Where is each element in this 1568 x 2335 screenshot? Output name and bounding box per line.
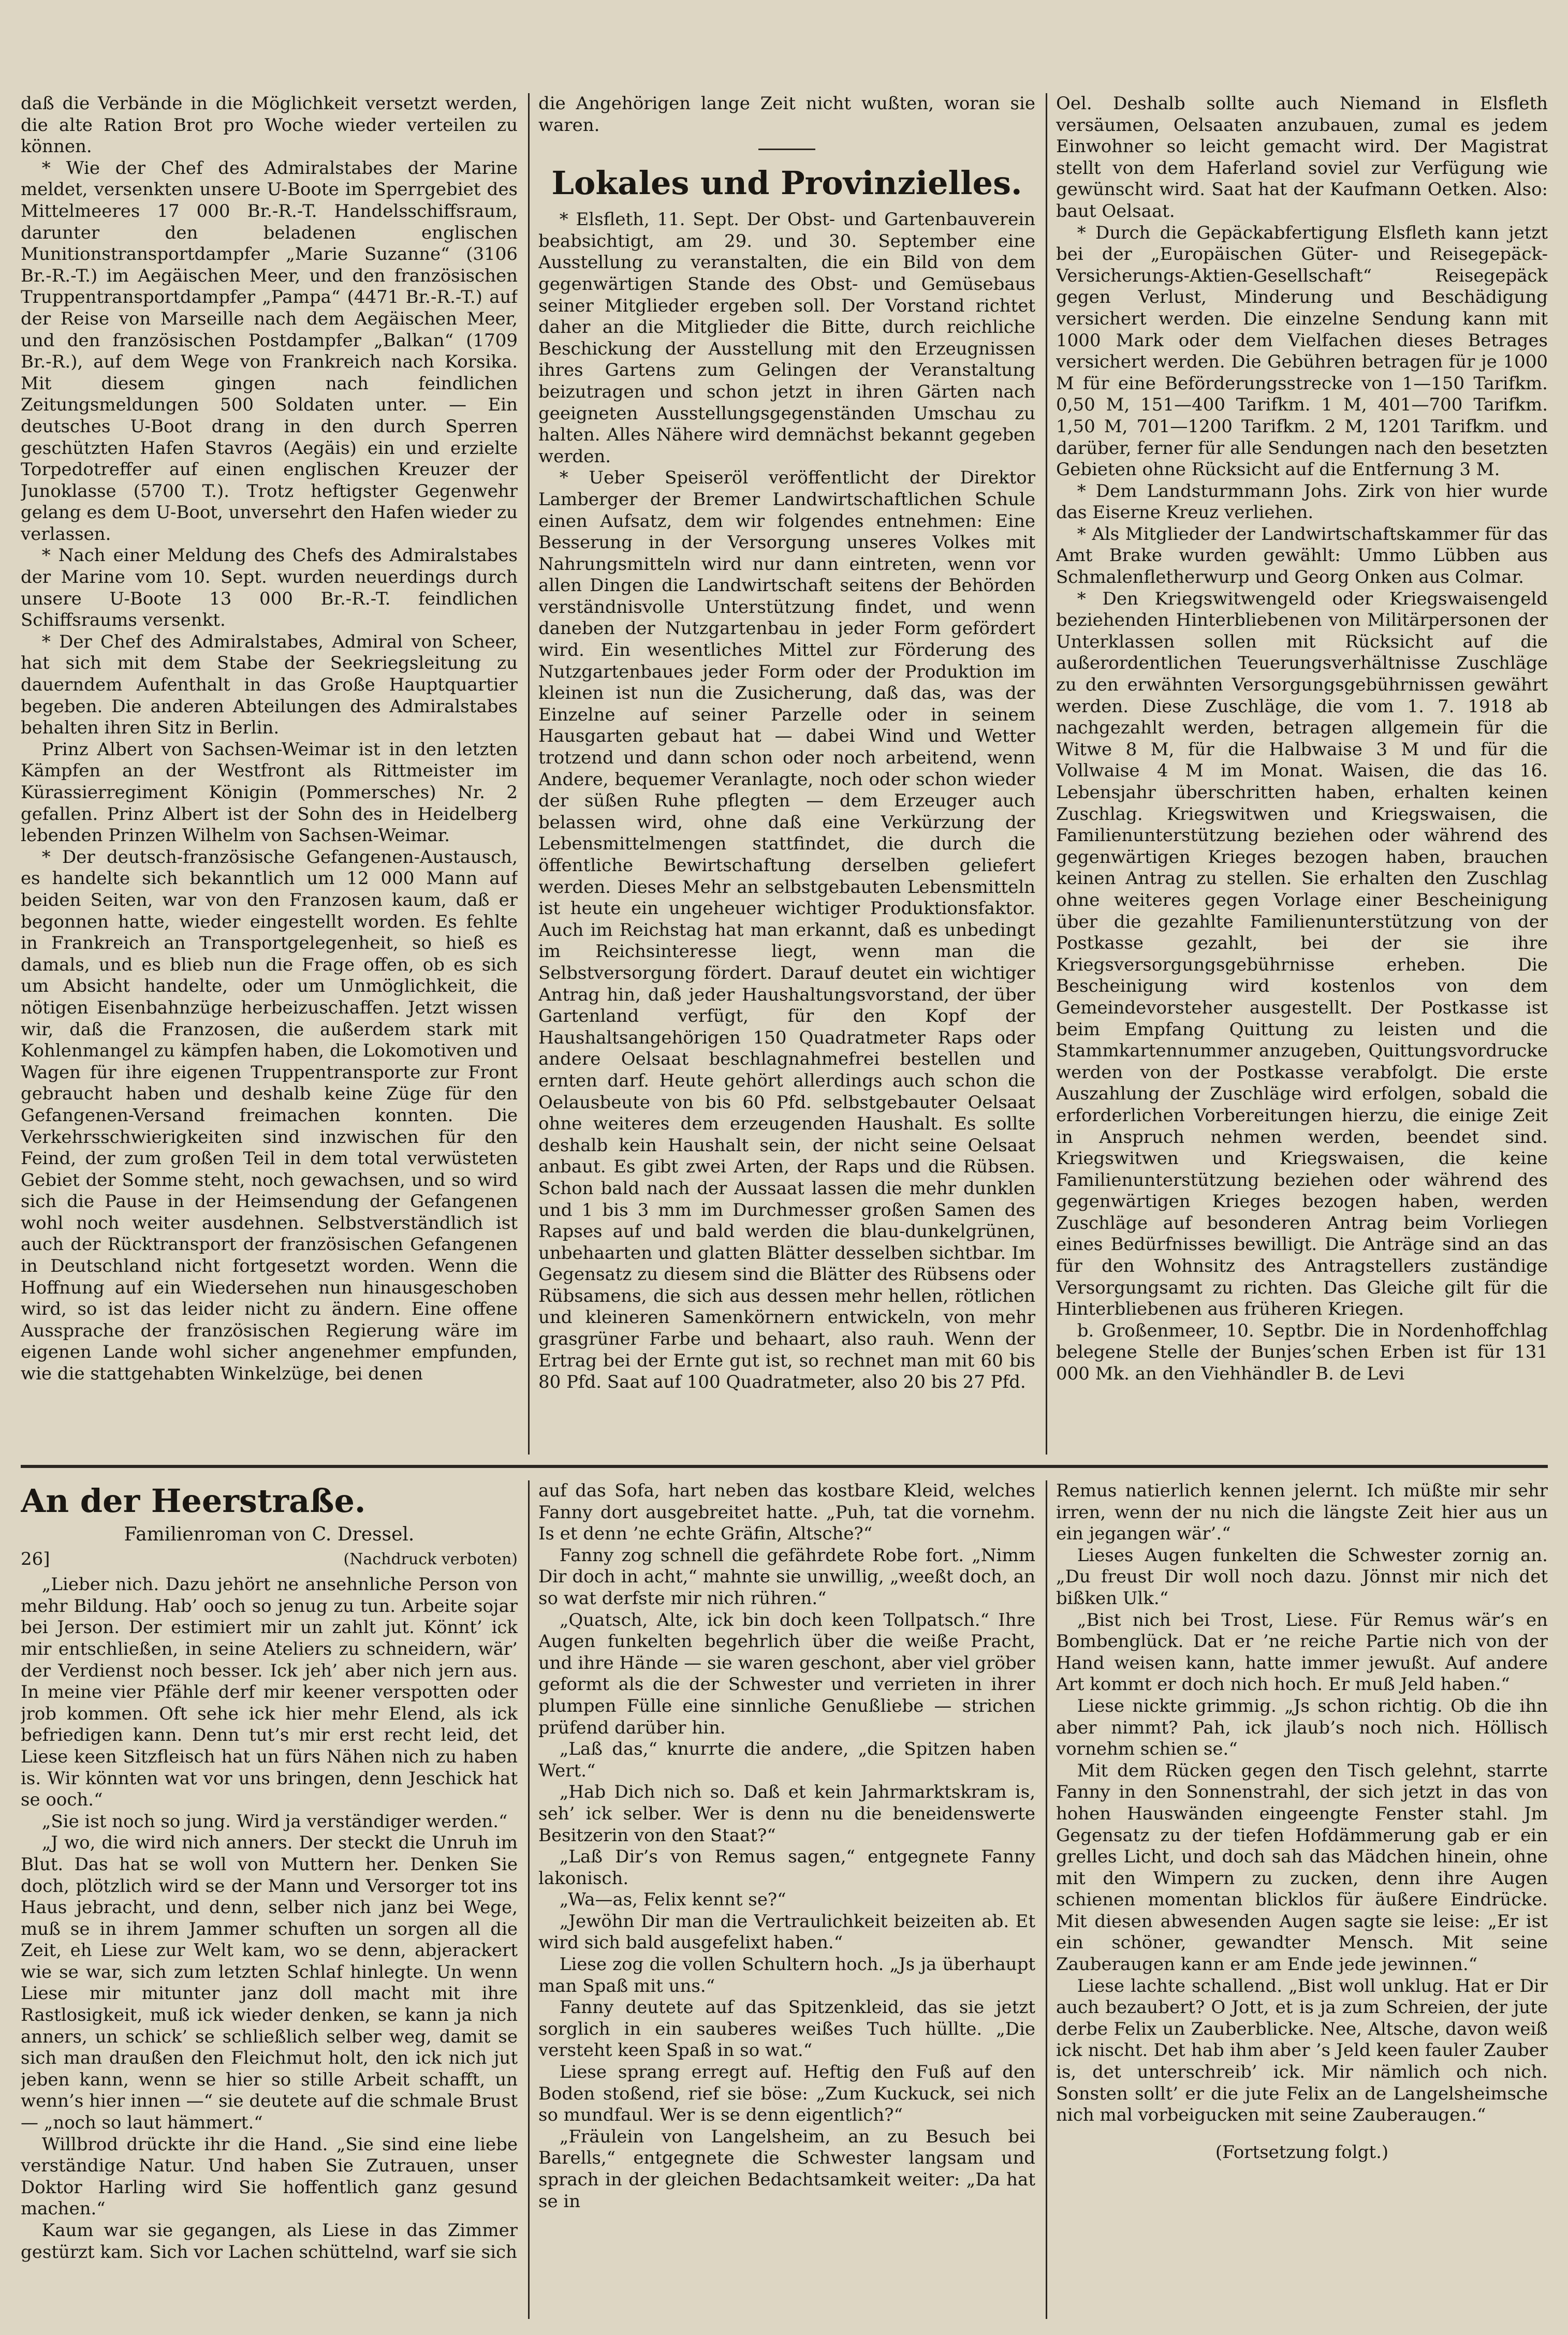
story-paragraph: „Wa—as, Felix kennt se?“ — [559, 1889, 786, 1911]
story-paragraph: „Laß das,“ knurrte die andere, „die Spitzen haben Wert.“ — [538, 1739, 1035, 1781]
story-paragraph: Fanny zog schnell die gefährdete Robe fort. „Nimm Dir doch in acht,“ mahnte sie unwillig, „weeßt doch, an so wat derfste mir nich rühren.“ — [538, 1545, 1035, 1609]
news-column-3 — [1056, 93, 1548, 1455]
news-paragraph: Prinz Albert von Sachsen-Weimar ist in den letzten Kämpfen an der Westfront als Rittmeister im Kürassierregiment Königin (Pommersches) Nr. 2 gefallen. Prinz Albert ist der Sohn des in Heidelberg lebenden Prinzen Wilhelm von Sachsen-Weimar. — [21, 739, 518, 846]
news-paragraph: die Angehörigen lange Zeit nicht wußten, woran sie waren. — [538, 93, 1035, 136]
continuation-note: (Fortsetzung folgt.) — [1215, 2141, 1389, 2163]
news-paragraph: * Wie der Chef des Admiralstabes der Marine meldet, versenkten unsere U-Boote im Sperrgebiet des Mittelmeeres 17 000 Br.-R.-T. Handelsschiffsraum, darunter den beladenen englischen Munitionstransportdampfer „Marie Suzanne“ (3106 Br.-R.-T.) im Aegäischen Meer, und den französischen Truppentransportdampfer „Pampa“ (4471 Br.-R.-T.) auf der Reise von Marseille nach dem Aegäischen Meer, und den französischen Postdampfer „Balkan“ (1709 Br.-R.), auf dem Wege von Frankreich nach Korsika. Mit diesem gingen nach feindlichen Zeitungsmeldungen 500 Soldaten unter. — Ein deutsches U-Boot drang in den durch Sperren geschützten Hafen Stavros (Aegäis) ein und erzielte Torpedotreffer auf einen englischen Kreuzer der Junoklasse (5700 T.). Trotz heftigster Gegenwehr gelang es dem U-Boot, unversehrt den Hafen wieder zu verlassen. — [21, 157, 518, 545]
story-paragraph: „Bist nich bei Trost, Liese. Für Remus wär’s en Bombenglück. Dat er ’ne reiche Partie nich von der Hand weisen kann, hatte immer jewußt. Auf andere Art kommt er doch nich hoch. Er muß Jeld haben.“ — [1056, 1609, 1548, 1695]
news-paragraph: b. Großenmeer, 10. Septbr. Die in Nordenhoffchlag belegene Stelle der Bunjes’schen Erben ist für 131 000 Mk. an den Viehhändler B. de Levi — [1056, 1320, 1548, 1385]
column-divider — [528, 93, 530, 1455]
story-paragraph: „Jewöhn Dir man die Vertraulichkeit beizeiten ab. Et wird sich bald ausgefelixt haben.“ — [538, 1911, 1035, 1954]
news-paragraph: * Ueber Speiseröl veröffentlicht der Direktor Lamberger der Bremer Landwirtschaftlichen Schule einen Aufsatz, dem wir folgendes entnehmen: Eine Besserung in der Versorgung unseres Volkes mit Nahrungsmitteln wird nur dann eintreten, wenn vor allen Dingen die Landwirtschaft seitens der Behörden verständnisvolle Unterstützung findet, und wenn daneben der Nutzgartenbau in jeder Form gefördert wird. Ein wesentliches Mittel zur Förderung des Nutzgartenbaues jeder Form oder der Produktion im kleinen ist nun die Zusicherung, daß das, was der Einzelne auf seiner Parzelle oder in seinem Hausgarten gebaut hat — dabei Wind und Wetter trotzend und dann schon oder noch arbeitend, wenn Andere, bequemer Veranlagte, noch oder schon wieder der süßen Ruhe pflegten — dem Erzeuger auch belassen wird, ohne daß eine Verkürzung der Lebensmittelmengen stattfindet, die durch die öffentliche Bewirtschaftung derselben geliefert werden. Dieses Mehr an selbstgebauten Lebensmitteln ist heute ein ungeheuer wichtiger Produktionsfaktor. Auch im Reichstag hat man erkannt, daß es unbedingt im Reichsinteresse liegt, wenn man die Selbstversorgung fördert. Darauf deutet ein wichtiger Antrag hin, daß jeder Haushaltungsvorstand, der über Gartenland verfügt, für den Kopf der Haushaltsangehörigen 150 Quadratmeter Raps oder andere Oelsaat beschlagnahmefrei bestellen und ernten darf. Heute gehört allerdings auch schon die Oelausbeute von bis 60 Pfd. selbstgebauter Oelsaat ohne weiteres dem erzeugenden Haushalt. Es sollte deshalb kein Haushalt sein, der nicht seine Oelsaat anbaut. Es gibt zwei Arten, der Raps und die Rübsen. Schon bald nach der Aussaat lassen die mehr dunklen und 1 bis 3 mm im Durchmesser großen Samen des Rapses auf und bald werden die blau-dunkelgrünen, unbehaarten und glatten Blätter desselben sichtbar. Im Gegensatz zu diesem sind die Blätter des Rübsens oder Rübsamens, die sich aus dessen mehr hellen, rötlichen und kleineren Samenkörnern entwickeln, von mehr grasgrüner Farbe und behaart, also rauh. Wenn der Ertrag bei der Ernte gut ist, so rechnet man mit 60 bis 80 Pfd. Saat auf 100 Quadratmeter, also 20 bis 27 Pfd. — [538, 467, 1035, 1393]
story-paragraph: Mit dem Rücken gegen den Tisch gelehnt, starrte Fanny in den Sonnenstrahl, der sich jetzt in das von hohen Hauswänden eingeengte Fenster stahl. Jm Gegensatz zu der tiefen Hofdämmerung gab er ein grelles Licht, und doch sah das Mädchen hinein, ohne mit den Wimpern zu zucken, denn ihre Augen schienen momentan blicklos für äußere Eindrücke. Mit diesen abwesenden Augen sagte sie leise: „Er ist ein schöner, gewandter Mensch. Mit seine Zauberaugen kann er am Ende jede jewinnen.“ — [1056, 1760, 1548, 1975]
column-divider — [1046, 1480, 1047, 2319]
news-paragraph: Oel. Deshalb sollte auch Niemand in Elsfleth versäumen, Oelsaaten anzubauen, zumal es jedem Einwohner so leicht gemacht wird. Der Magistrat stellt von dem Haferland soviel zur Verfügung wie gewünscht wird. Saat hat der Kaufmann Oetken. Also: baut Oelsaat. — [1056, 93, 1548, 222]
feuilleton-column-3 — [1056, 1480, 1548, 2319]
feuilleton-separator — [21, 1465, 1548, 1468]
story-paragraph: „Fräulein von Langelsheim, an zu Besuch bei Barells,“ entgegnete die Schwester langsam und sprach in der gleichen Bedachtsamkeit weiter: „Da hat se in — [538, 2126, 1035, 2212]
story-paragraph: Lieses Augen funkelten die Schwester zornig an. „Du freust Dir woll noch dazu. Jönnst mir nich det bißken Ulk.“ — [1056, 1545, 1548, 1609]
news-column-1 — [21, 93, 518, 1455]
story-paragraph: Liese zog die vollen Schultern hoch. „Js ja überhaupt man Spaß mit uns.“ — [538, 1954, 1035, 1996]
news-paragraph: * Dem Landsturmmann Johs. Zirk von hier wurde das Eiserne Kreuz verliehen. — [1056, 480, 1548, 523]
news-paragraph: * Durch die Gepäckabfertigung Elsfleth kann jetzt bei der „Europäischen Güter- und Reisegepäck-Versicherungs-Aktien-Gesellschaft“ Reisegepäck gegen Verlust, Minderung und Beschädigung versichert werden. Die einzelne Sendung kann mit 1000 Mark oder dem Vielfachen dieses Betrages versichert werden. Die Gebühren betragen für je 1000 M für eine Beförderungsstrecke von 1—150 Tarifkm. 0,50 M, 151—400 Tarifkm. 1 M, 401—700 Tarifkm. 1,50 M, 701—1200 Tarifkm. 2 M, 1201 Tarifkm. und darüber, ferner für alle Sendungen nach den besetzten Gebieten ohne Rücksicht auf die Entfernung 3 M. — [1056, 222, 1548, 480]
story-paragraph: „Laß Dir’s von Remus sagen,“ entgegnete Fanny lakonisch. — [538, 1846, 1035, 1889]
story-paragraph: „Hab Dich nich so. Daß et kein Jahrmarktskram is, seh’ ick selber. Wer is denn nu die beneidenswerte Besitzerin von den Staat?“ — [538, 1782, 1035, 1846]
news-paragraph: daß die Verbände in die Möglichkeit versetzt werden, die alte Ration Brot pro Woche wieder verteilen zu können. — [21, 93, 518, 157]
news-paragraph: * Nach einer Meldung des Chefs des Admiralstabes der Marine vom 10. Sept. wurden neuerdings durch unsere U-Boote 13 000 Br.-R.-T. feindlichen Schiffsraums versenkt. — [21, 545, 518, 631]
feuilleton-column-1 — [21, 1480, 518, 2319]
news-paragraph: * Der deutsch-französische Gefangenen-Austausch, es handelte sich bekanntlich um 12 000 Mann auf beiden Seiten, war von den Franzosen kaum, daß er begonnen hatte, wieder eingestellt worden. Es fehlte in Frankreich an Transportgelegenheit, so hieß es damals, und es blieb nun die Frage offen, ob es sich um Absicht handelte, oder um Unmöglichkeit, die nötigen Eisenbahnzüge herbeizuschaffen. Jetzt wissen wir, daß die Franzosen, die außerdem stark mit Kohlenmangel zu kämpfen haben, die Lokomotiven und Wagen für ihre eigenen Truppentransporte zur Front gebraucht haben und deshalb keine Züge für den Gefangenen-Versand freimachen konnten. Die Verkehrsschwierigkeiten sind inzwischen für den Feind, der zum großen Teil in dem total verwüsteten Gebiet der Somme steht, noch gewachsen, und so wird sich die Pause in der Heimsendung der Gefangenen wohl noch weiter ausdehnen. Selbstverständlich ist auch der Rücktransport der französischen Gefangenen in Deutschland nicht fortgesetzt worden. Wenn die Hoffnung auf ein Wiedersehen nun hinausgeschoben wird, so ist das leider nicht zu ändern. Eine offene Aussprache der französischen Regierung wäre im eigenen Lande wohl sicher angenehmer empfunden, wie die stattgehabten Winkelzüge, bei denen — [21, 846, 518, 1385]
story-paragraph: auf das Sofa, hart neben das kostbare Kleid, welches Fanny dort ausgebreitet hatte. „Puh, tat die vornehm. Is et denn ’ne echte Gräfin, Altsche?“ — [538, 1480, 1035, 1545]
story-paragraph: Remus natierlich kennen jelernt. Ich müßte mir sehr irren, wenn der nu nich die längste Zeit hier aus un ein jegangen wär’.“ — [1056, 1480, 1548, 1545]
story-paragraph: Liese sprang erregt auf. Heftig den Fuß auf den Boden stoßend, rief sie böse: „Zum Kuckuck, sei nich so mundfaul. Wer is se denn eigentlich?“ — [538, 2062, 1035, 2126]
story-paragraph: „J wo, die wird nich anners. Der steckt die Unruh im Blut. Das hat se woll von Muttern her. Denken Sie doch, plötzlich wird se der Mann und Versorger tot ins Haus jebracht, und denn, selber nich janz bei Wege, muß se in ihrem Jammer schuften un sorgen all die Zeit, eh Liese zur Welt kam, wo se denn, abjerackert wie se war, sich zum letzten Schlaf hinlegte. Un wenn Liese mir mitunter janz doll macht mit ihre Rastlosigkeit, muß ick wieder denken, se kann ja nich anners, un schick’ se schließlich selber weg, damit se sich man draußen den Fleichmut holt, den ick nich jut jeben kann, wenn se hier so stille Arbeit schafft, un wenn’s hier innen —“ sie deutete auf die schmale Brust — „noch so laut hämmert.“ — [21, 1832, 518, 2134]
news-paragraph: * Der Chef des Admiralstabes, Admiral von Scheer, hat sich mit dem Stabe der Seekriegsleitung zu dauerndem Aufenthalt in das Große Hauptquartier begeben. Die anderen Abteilungen des Admiralstabes behalten ihren Sitz in Berlin. — [21, 631, 518, 739]
news-paragraph: * Elsfleth, 11. Sept. Der Obst- und Gartenbauverein beabsichtigt, am 29. und 30. September eine Ausstellung zu veranstalten, die ein Bild von dem gegenwärtigen Stande des Obst- und Gemüsebaus seiner Mitglieder ergeben soll. Der Vorstand richtet daher an die Mitglieder die Bitte, durch reichliche Beschickung der Ausstellung mit den Erzeugnissen ihres Gartens zum Gelingen der Veranstaltung beizutragen und schon jetzt in ihren Gärten nach geeigneten Ausstellungsgegenständen Umschau zu halten. Alles Nähere wird demnächst bekannt gegeben werden. — [538, 209, 1035, 467]
reprint-note: (Nachdruck verboten) — [343, 1550, 518, 1568]
feuilleton-subtitle: Familienroman von C. Dressel. — [124, 1524, 415, 1545]
story-paragraph: „Sie ist noch so jung. Wird ja verständiger werden.“ — [41, 1811, 508, 1832]
news-column-2 — [538, 93, 1035, 1455]
news-paragraph: * Als Mitglieder der Landwirtschaftskammer für das Amt Brake wurden gewählt: Ummo Lübben aus Schmalenfletherwurp und Georg Onken aus Colmar. — [1056, 523, 1548, 588]
feuilleton-meta — [21, 1549, 518, 1570]
installment-number: 26] — [21, 1548, 50, 1569]
column-divider — [1046, 93, 1047, 1455]
feuilleton-column-2 — [538, 1480, 1035, 2319]
news-paragraph: * Den Kriegswitwengeld oder Kriegswaisengeld beziehenden Hinterbliebenen von Militärpersonen der Unterklassen sollen mit Rücksicht auf die außerordentlichen Teuerungsverhältnisse Zuschläge zu den erwähnten Versorgungsgebührnissen gewährt werden. Diese Zuschläge, die vom 1. 7. 1918 ab nachgezahlt werden, betragen allgemein für die Witwe 8 M, für die Halbwaise 3 M und für die Vollwaise 4 M im Monat. Waisen, die das 16. Lebensjahr überschritten haben, erhalten keinen Zuschlag. Kriegswitwen und Kriegswaisen, die Familienunterstützung beziehen oder während des gegenwärtigen Krieges bezogen haben, brauchen keinen Antrag zu stellen. Sie erhalten den Zuschlag ohne weiteres gegen Vorlage einer Bescheinigung über die gezahlte Familienunterstützung von der Postkasse gezahlt, bei der sie ihre Kriegsversorgungsgebührnisse erheben. Die Bescheinigung wird kostenlos von dem Gemeindevorsteher ausgestellt. Der Postkasse ist beim Empfang Quittung zu leisten und die Stammkartennummer anzugeben, Quittungsvordrucke werden von der Postkasse verabfolgt. Die erste Auszahlung der Zuschläge wird erfolgen, sobald die erforderlichen Vorbereitungen hierzu, die einige Zeit in Anspruch nehmen werden, beendet sind. Kriegswitwen und Kriegswaisen, die keine Familienunterstützung beziehen oder während des gegenwärtigen Krieges bezogen haben, werden Zuschläge auf besonderen Antrag beim Vorliegen eines Bedürfnisses bewilligt. Die Anträge sind an das für den Wohnsitz des Antragstellers zuständige Versorgungsamt zu richten. Das Gleiche gilt für die Hinterbliebenen aus früheren Kriegen. — [1056, 588, 1548, 1320]
column-divider — [528, 1480, 530, 2319]
story-paragraph: Fanny deutete auf das Spitzenkleid, das sie jetzt sorglich in ein sauberes weißes Tuch hüllte. „Die versteht keen Spaß in so wat.“ — [538, 1997, 1035, 2061]
story-paragraph: Liese lachte schallend. „Bist woll unklug. Hat er Dir auch bezaubert? O Jott, et is ja zum Schreien, der jute derbe Felix un Zauberblicke. Nee, Altsche, davon weiß ick nischt. Det hab ihm aber ’s Jeld keen fauler Zauber is, det unterschreib’ ick. Mir nämlich och nich. Sonsten sollt’ er die jute Felix an de Langelsheimsche nich mal vorbeigucken mit seine Zauberaugen.“ — [1056, 1975, 1548, 2126]
story-paragraph: Liese nickte grimmig. „Js schon richtig. Ob die ihn aber nimmt? Pah, ick jlaub’s noch nich. Höllisch vornehm schien se.“ — [1056, 1695, 1548, 1760]
feuilleton-title: An der Heerstraße. — [21, 1482, 366, 1520]
section-rule — [758, 149, 815, 150]
story-paragraph: „Lieber nich. Dazu jehört ne ansehnliche Person von mehr Bildung. Hab’ ooch so jenug zu tun. Arbeite sojar bei Jerson. Der estimiert mir un zahlt jut. Könnt’ ick mir entschließen, in seine Ateliers zu schneidern, wär’ der Verdienst noch besser. Ick jeh’ aber nich jern aus. In meine vier Pfähle derf mir keener verspotten oder jrob kommen. Oft sehe ick hier mehr Elend, als ick befriedigen kann. Denn tut’s mir erst recht leid, det Liese keen Sitzfleisch hat un fürs Nähen nich zu haben is. Wir könnten wat vor uns bringen, denn Jeschick hat se ooch.“ — [21, 1574, 518, 1811]
story-paragraph: Willbrod drückte ihr die Hand. „Sie sind eine liebe verständige Natur. Und haben Sie Zutrauen, unser Doktor Harling wird Sie hoffentlich ganz gesund machen.“ — [21, 2134, 518, 2220]
story-paragraph: Kaum war sie gegangen, als Liese in das Zimmer gestürzt kam. Sich vor Lachen schüttelnd, warf sie sich — [21, 2220, 518, 2263]
section-heading: Lokales und Provinzielles. — [551, 164, 1022, 202]
story-paragraph: „Quatsch, Alte, ick bin doch keen Tollpatsch.“ Ihre Augen funkelten begehrlich über die weiße Pracht, und ihre Hände — sie waren geschont, aber viel gröber geformt als die der Schwester und verrieten in ihrer plumpen Fülle eine sinnliche Genußliebe — strichen prüfend darüber hin. — [538, 1609, 1035, 1738]
